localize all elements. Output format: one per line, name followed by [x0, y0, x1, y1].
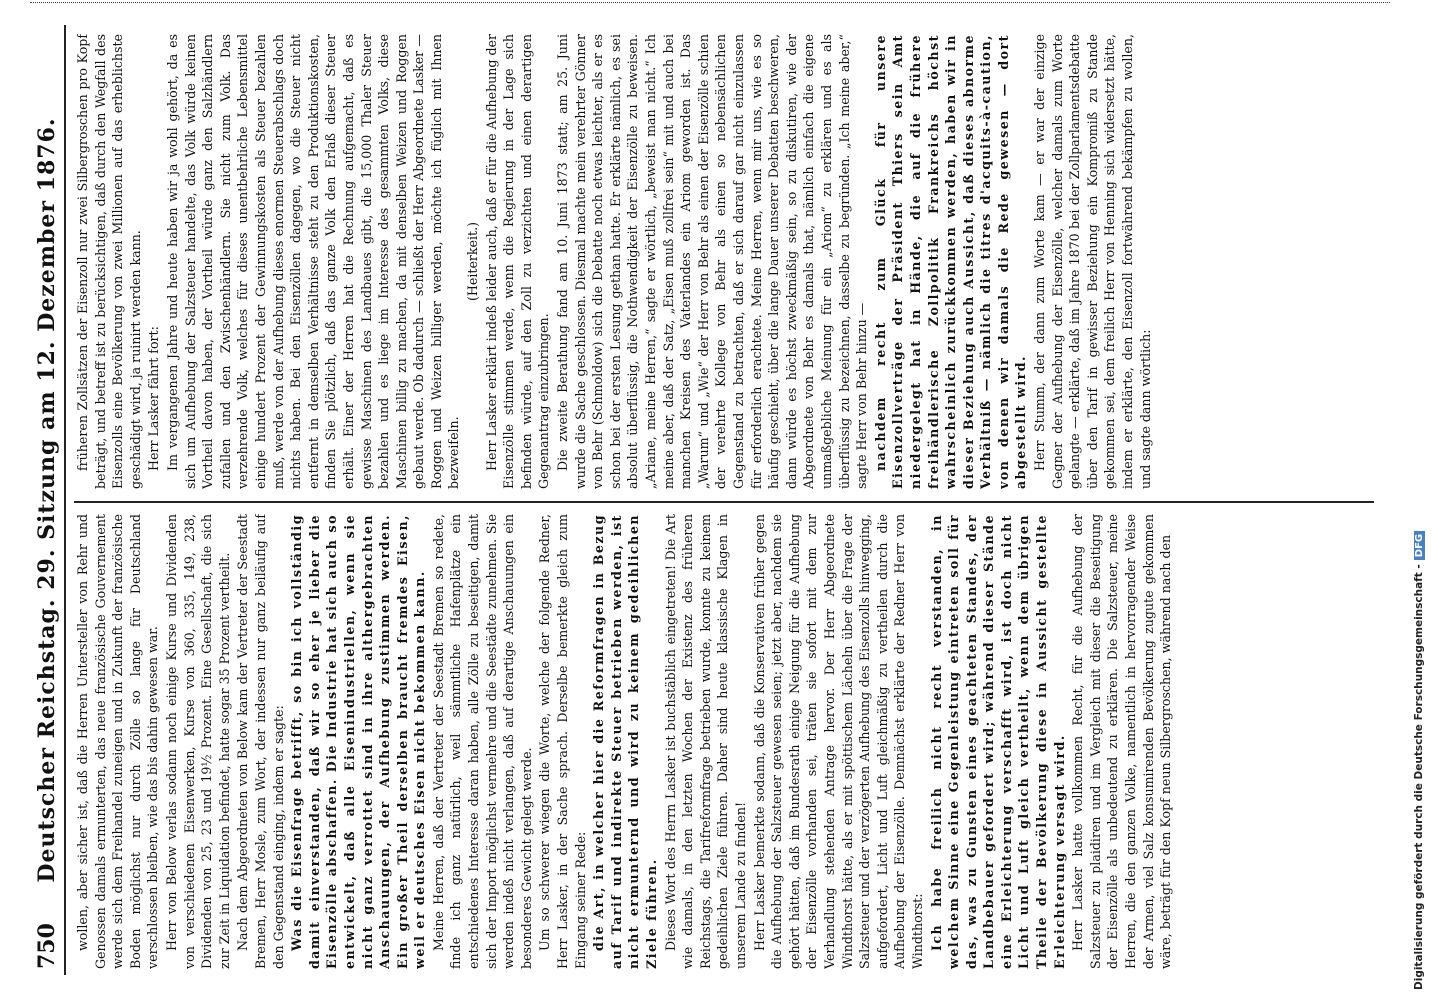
page-title: Deutscher Reichstag. 29. Sitzung am 12. Dezember 1876.: [34, 117, 60, 883]
interjection: (Heiterkeit.): [465, 222, 481, 301]
paragraph: Dieses Wort des Herrn Lasker ist buchstäblich eingetreten! Die Art wie damals, in den letzten Wochen der Existenz des früheren Reichstags, die Tarifreformfrage betrieben wurde, konnte zu keinem gedeihlichen Ziele führen. Daher sind heute klassische Klagen in unserem Lande zu finden!: [662, 514, 748, 969]
credit-text: Digitalisierung gefördert durch die Deutsche Forschungsgemeinschaft -: [1413, 564, 1425, 990]
paragraph: Meine Herren, daß der Vertreter der Seestadt Bremen so redete, finde ich ganz natürlich, weil sämmtliche Hafenplätze ein entschiedenes Interesse daran haben, alle Zölle zu beseitigen, damit sich der Import möglichst vermehre und die Seestädte zunehmen. Sie werden indeß nicht verlangen, daß auf derartige Anschauungen ein besonderes Gewicht gelegt werde.: [430, 514, 534, 969]
paragraph: früheren Zollsätzen der Eisenzoll nur zwei Silbergroschen pro Kopf beträgt, und betreff ist zu berücksichtigen, daß durch den Wegfall des Eisenzolls eine Bevölkerung von zwei Millionen auf das erheblichste geschädigt wird, ja ruinirt werden kann.: [75, 34, 143, 489]
paragraph: Herr Lasker fährt fort:: [146, 326, 162, 471]
left-column: [74, 514, 1374, 969]
rotated-newspaper-page: [30, 25, 1390, 975]
paragraph: Herr Stumm, der dann zum Worte kam — er war der einzige Gegner der Aufhebung der Eisenzölle, welcher damals zum Worte gelangte — erklärte, daß im Jahre 1870 bei der Zollparlamentsdebatte über den Tarif in gewisser Beziehung ein Kompromiß zu Stande gekommen sei, dem freilich Herr von Henning sich widersetzt hätte, indem er erklärte, den Eisenzoll fortwährend bekämpfen zu wollen, und sagte dann wörtlich:: [1032, 34, 1153, 489]
right-column: [74, 34, 1374, 489]
column-divider: [74, 501, 1374, 503]
paragraph: Herr Lasker erklärt indeß leider auch, daß er für die Aufhebung der Eisenzölle stimmen werde, wenn die Regierung in der Lage sich befinden würde, auf den Zoll zu verzichten und einen derartigen Gegenantrag einzubringen.: [483, 34, 552, 489]
dfg-logo: DFG: [1414, 531, 1425, 560]
paragraph: Nach dem Abgeordneten von Below kam der Vertreter der Seestadt Bremen, Herr Mosle, zum Wort, der indessen nur ganz beiläufig auf den Gegenstand einging, indem er sagte:: [235, 514, 286, 969]
page-number: 750: [34, 923, 60, 969]
page-header: [30, 25, 66, 975]
paragraph: Herr Lasker bemerkte sodann, daß die Konservativen früher gegen die Aufhebung der Salzsteuer gewesen seien; jetzt aber, nachdem sie gehört hätten, daß im Bundesrath einige Neigung für die Aufhebung der Eisenzölle vorhanden sei, träten sie sofort mit dem zur Verhandlung stehenden Antrage hervor. Der Herr Abgeordnete Windthorst hätte, als er mit spöttischem Lächeln über die Frage der Salzsteuer und der verzögerten Aufhebung des Eisenzolls hinwegging, aufgefordert, Licht und Luft gleichmäßig zu vertheilen durch die Aufhebung der Eisenzölle. Demnächst erklärte der Redner Herr von Windthorst:: [751, 514, 925, 969]
paragraph: Die zweite Berathung fand am 10. Juni 1873 statt; am 25. Juni wurde die Sache geschlossen. Diesmal machte mein verehrter Gönner von Behr (Schmoldow) sich die Debatte noch etwas leichter, als er es schon bei der ersten Lesung gethan hatte. Er erklärte nämlich, es sei absolut überflüssig, die Nothwendigkeit der Eisenzölle zu beweisen. „Ariane, meine Herren,“ sagte er wörtlich, „beweist man nicht.“ Ich meine aber, daß der Satz, „Eisen muß zollfrei sein“ mit und auch bei manchen Kreisen des Vaterlandes ein Ariom geworden ist. Das „Warum“ und „Wie“ der Herr von Behr als einen der Eisenzölle schien der verehrte Kollege von Behr als einen so nebensächlichen Gegenstand zu betrachten, daß er sich darauf gar nicht einzulassen für erforderlich erachtete. Meine Herren, wenn mir uns, wie es so häufig geschieht, über die lange Dauer unserer Debatten beschweren, dann würde es höchst zweckmäßig sein, so zu diskutiren, wie der Abgeordnete von Behr es damals that, nämlich einfach die eigene unmaßgebliche Meinung für ein „Ariom“ zu erklären und es als überflüssig zu bezeichnen, dasselbe zu begründen. „Ich meine aber,“ sagte Herr von Behr hinzu —: [555, 34, 870, 489]
paragraph: Herr von Below verlas sodann noch einige Kurse und Dividenden von verschiedenen Eisenwerken, Kurse von 360, 335, 149, 238, Dividenden von 25, 23 und 19½ Prozent. Eine Gesellschaft, die sich zur Zeit in Liquidation befindet, hatte sogar 35 Prozent vertheilt.: [163, 514, 232, 969]
quoted-paragraph: Was die Eisenfrage betrifft, so bin ich vollständig damit einverstanden, daß wir so eher je lieber die Eisenzölle abschaffen. Die Industrie hat sich auch so entwickelt, daß alle Eisenindustriellen, wenn sie nicht ganz verrottet sind in ihre althergebrachten Anschauungen, der Aufhebung zustimmen werden. Ein großer Theil derselben braucht fremdes Eisen, weil er deutsches Eisen nicht bekommen kann.: [289, 514, 428, 969]
quoted-paragraph: die Art, in welcher hier die Reformfragen in Bezug auf Tarif und indirekte Steuer betrieben werden, ist nicht ermunternd und wird zu keinem gedeihlichen Ziele führen.: [591, 514, 659, 969]
digitization-credit: [1413, 10, 1425, 990]
paragraph: wollen, aber sicher ist, daß die Herren Untersteller von Rehr und Genossen damals ermunterten, das neue französische Gouvernement werde sich dem Freihandel zuneigen und in Zukunft der französische Boden möglichst nur durch Zölle so lange für Deutschland verschlossen bleiben, wie das bis dahin gewesen war.: [75, 514, 161, 969]
paragraph: Um so schwerer wiegen die Worte, welche der folgende Redner, Herr Lasker, in der Sache sprach. Derselbe bemerkte gleich zum Eingang seiner Rede:: [537, 514, 588, 969]
quoted-paragraph: Ich habe freilich nicht recht verstanden, in welchem Sinne eine Gegenleistung eintreten soll für das, was zu Gunsten eines geachteten Standes, der Landbebauer gefordert wird; während dieser Stände eine Erleichterung verschafft wird, ist doch nicht Licht und Luft gleich vertheilt, wenn dem übrigen Theile der Bevölkerung diese in Aussicht gestellte Erleichterung versagt wird.: [928, 514, 1067, 969]
top-border: [30, 2, 1390, 5]
quoted-paragraph: nachdem recht zum Glück für unsere Eisenzollverträge der Präsident Thiers sein Amt niedergelegt hat in Hände, die auf die frühere freihändlerische Zollpolitik Frankreichs höchst wahrscheinlich zurückkommen werden, haben wir in dieser Beziehung auch Aussicht, daß dieses abnorme Verhältniß — nämlich die titres d'acquits-à-caution, von denen wir damals die Rede gewesen — dort abgestellt wird.: [872, 34, 1029, 489]
paragraph: Herr Lasker hatte vollkommen Recht, für die Aufhebung der Salzsteuer zu plaidiren und im Vergleich mit dieser die Beseitigung der Eisenzölle als unbedeutend zu erklären. Die Salzsteuer, meine Herren, die den ganzen Volke, namentlich in hervorragender Weise der Armen, viel Salz konsumirenden Bevölkerung zugute gekommen wäre, beträgt für den Kopf neun Silbergroschen, während nach den: [1070, 514, 1174, 969]
paragraph: Im vergangenen Jahre und heute haben wir ja wohl gehört, da es sich um Aufhebung der Salzsteuer handelte, das Volk würde keinen Vortheil davon haben, der Vortheil würde ganz den Salzhändlern zufallen und den Zwischenhändlern. Sie nicht zum Volk. Das verzehrende Volk, welches für dieses unentbehrliche Lebensmittel einige hundert Prozent der Gewinnungskosten als Steuer bezahlen muß, werde von der Aufhebung dieses enormen Steuerabschlags doch nichts haben. Bei den Eisenzöllen dagegen, wo die Steuer nicht entfernt in demselben Verhältnisse steht zu den Produktionskosten, finden Sie plötzlich, daß das ganze Volk den Erlaß dieser Steuer erhält. Einer der Herren hat die Rechnung aufgemacht, daß es gewisse Maschinen des Landbaues gibt, die 15,000 Thaler Steuer bezahlen und es liege im Interesse des gesammten Volks, diese Maschinen billig zu machen, da mit denselben Weizen und Roggen gebaut werde. Ob dadurch — schließt der Herr Abgeordnete Lasker — Roggen und Weizen billiger werden, möchte ich füglich mit Ihnen bezweifeln.: [164, 34, 462, 489]
